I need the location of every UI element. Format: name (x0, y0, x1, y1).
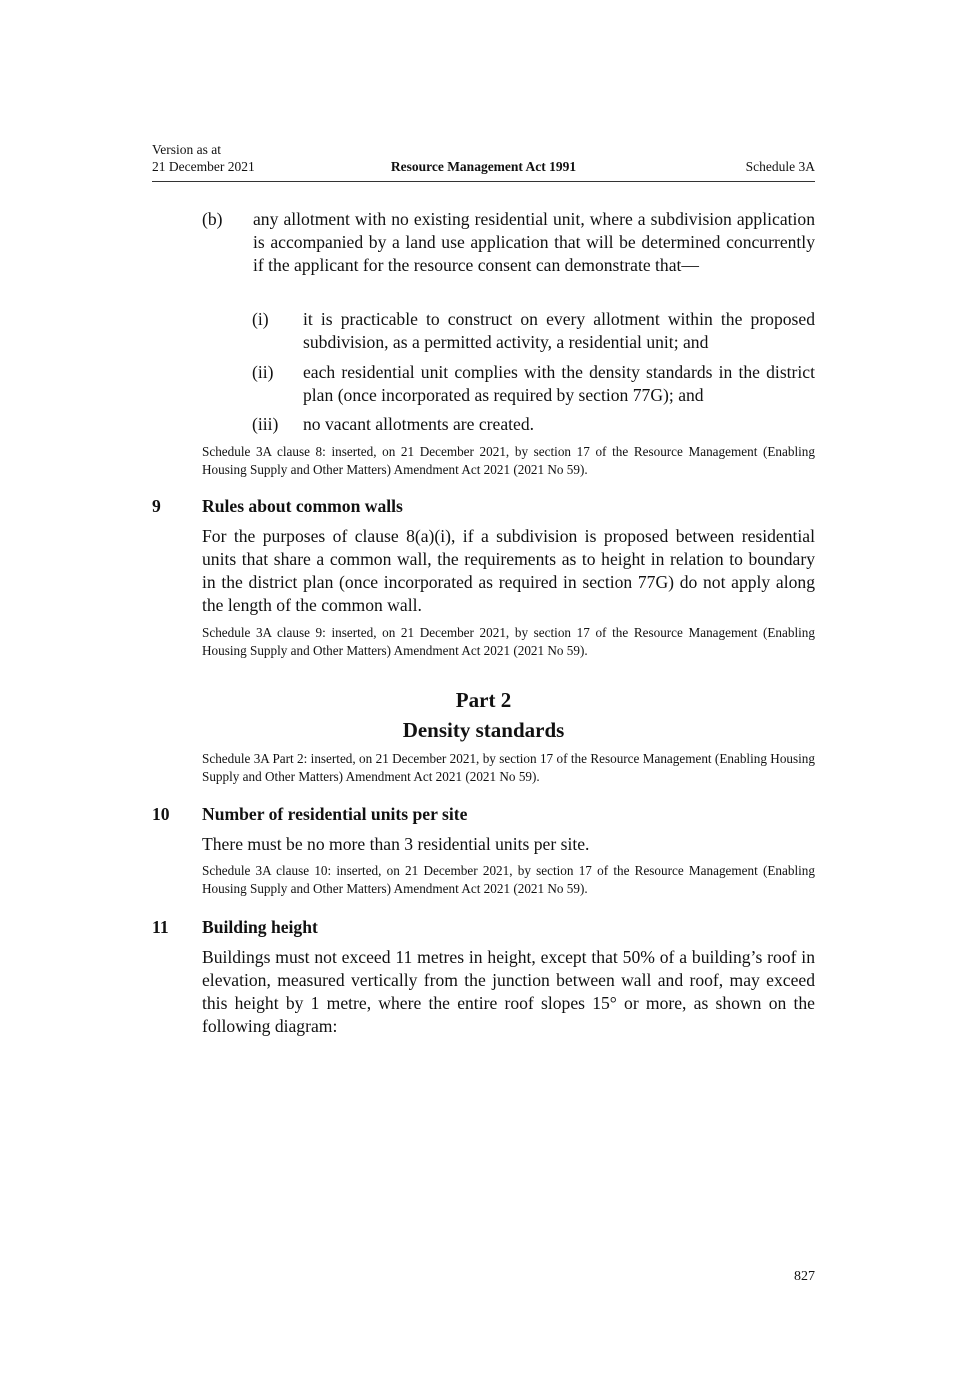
clause-number: 11 (152, 917, 169, 937)
version-date: 21 December 2021 (152, 159, 255, 174)
history-note-part-2: Schedule 3A Part 2: inserted, on 21 December 2021, by section 17 of the Resource Management (Enabling Housing Supply and Other Matters) Amendment Act 2021 (2021 No 59). (202, 751, 815, 784)
history-note-clause-10: Schedule 3A clause 10: inserted, on 21 December 2021, by section 17 of the Resource Management (Enabling Housing Supply and Other Matters) Amendment Act 2021 (2021 No 59). (202, 863, 815, 896)
part-label: Part 2 (455, 688, 512, 712)
paragraph-text: any allotment with no existing residential unit, where a subdivision application is accompanied by a land use application that will be determined concurrently if the applicant for the resource consent can demonstrate that— (253, 209, 815, 275)
clause-text: For the purposes of clause 8(a)(i), if a subdivision is proposed between residential units that share a common wall, the requirements as to height in relation to boundary in the district plan (once incorporated as required in section 77G) do not apply along the length of the common wall. (202, 526, 815, 615)
part-title: Density standards (402, 718, 565, 742)
history-note-clause-8: Schedule 3A clause 8: inserted, on 21 December 2021, by section 17 of the Resource Management (Enabling Housing Supply and Other Matters) Amendment Act 2021 (2021 No 59). (202, 444, 815, 477)
subparagraph-label: (ii) (252, 362, 274, 382)
clause-number: 10 (152, 804, 170, 824)
subparagraph-label: (i) (252, 309, 269, 329)
schedule-label: Schedule 3A (745, 159, 815, 174)
clause-text: There must be no more than 3 residential units per site. (202, 834, 590, 854)
subparagraph-ii (252, 361, 815, 407)
subparagraph-iii (252, 413, 815, 436)
paragraph-b (202, 208, 815, 277)
clause-heading: Number of residential units per site (202, 804, 468, 824)
subparagraph-text: each residential unit complies with the density standards in the district plan (once incorporated as required by section 77G); and (303, 362, 815, 405)
clause-heading: Building height (202, 917, 318, 937)
act-title: Resource Management Act 1991 (390, 159, 577, 174)
header-rule (152, 181, 815, 182)
history-note-clause-9: Schedule 3A clause 9: inserted, on 21 December 2021, by section 17 of the Resource Management (Enabling Housing Supply and Other Matters) Amendment Act 2021 (2021 No 59). (202, 625, 815, 658)
subparagraph-text: it is practicable to construct on every allotment within the proposed subdivision, as a permitted activity, a residential unit; and (303, 309, 815, 352)
subparagraph-label: (iii) (252, 414, 279, 434)
clause-number: 9 (152, 496, 161, 516)
page-number: 827 (794, 1269, 815, 1284)
clause-text: Buildings must not exceed 11 metres in height, except that 50% of a building’s roof in elevation, measured vertically from the junction between wall and roof, may exceed this height by 1 metre, where the entire roof slopes 15° or more, as shown on the following diagram: (202, 947, 815, 1036)
subparagraph-i (252, 308, 815, 354)
subparagraph-text: no vacant allotments are created. (303, 414, 535, 434)
version-label: Version as at (152, 142, 221, 157)
paragraph-label: (b) (202, 209, 223, 229)
clause-heading: Rules about common walls (202, 496, 403, 516)
running-header (152, 141, 815, 175)
